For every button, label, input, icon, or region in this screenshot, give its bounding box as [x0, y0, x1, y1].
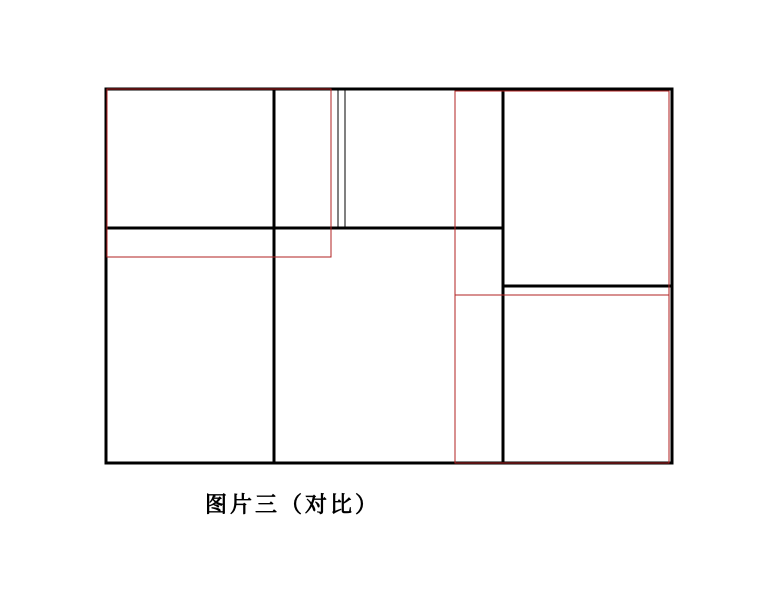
red-outline-right-lower	[455, 295, 669, 463]
figure-caption: 图片三（对比）	[205, 492, 381, 518]
red-outline-top-left	[107, 89, 331, 257]
red-outline-right-upper	[455, 91, 669, 295]
outer-frame	[106, 89, 672, 463]
